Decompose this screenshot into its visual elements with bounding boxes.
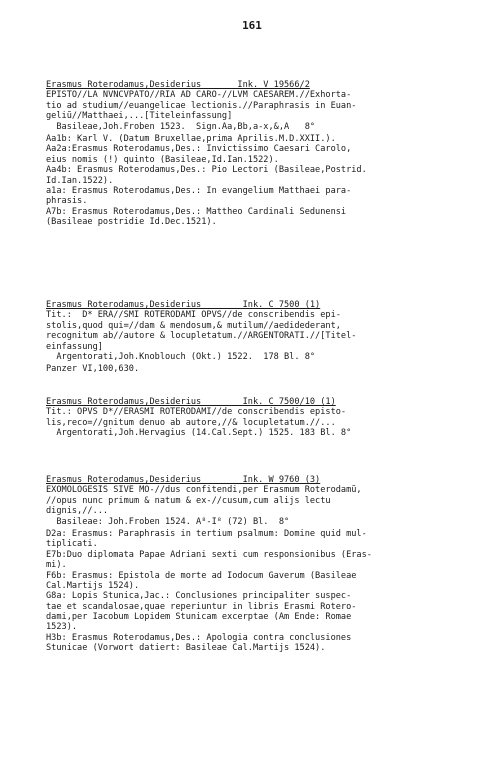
title-line: //opus nunc primum & natum & ex-//cusum,cum alijs lectu [46, 495, 331, 506]
title-line: stolis,quod qui=//dam & mendosum,& mutilum//aedidederant, [46, 320, 341, 331]
content-note-line: tae et scandalosae,quae reperiuntur in libris Erasmi Rotero- [46, 601, 357, 612]
title-line: Tit.: OPVS D*//ERASMI ROTERODAMI//de conscribendis episto- [46, 407, 347, 418]
content-note-line: mi). [46, 560, 67, 571]
content-note-line: F6b: Erasmus: Epistola de morte ad Iodocum Gaverum (Basileae [46, 570, 357, 581]
imprint-line: Argentorati,Joh.Knoblouch (Okt.) 1522. 178 Bl. 8° [46, 351, 316, 362]
catalog-entry-erasmus-exomologesis [46, 475, 476, 654]
content-note-line: (Basileae postridie Id.Dec.1521). [46, 217, 217, 228]
title-line: lis,reco=//gnitum denuo ab autore,//& locupletatum.//... [46, 417, 336, 428]
title-line: geliũ//Matthaei,...[Titeleinfassung] [46, 111, 233, 122]
title-line: EPISTO//LA NVNCVPATO//RIA AD CARO-//LVM CAESAREM.//Exhorta- [46, 90, 352, 101]
catalog-entry-erasmus-epistola-caesarem [46, 80, 476, 227]
content-note-line: A7b: Erasmus Roterodamus,Des.: Mattheo Cardinali Sedunensi [46, 206, 347, 217]
catalog-entry-erasmus-opus-conscribendis-1522 [46, 300, 476, 375]
content-note-line: G8a: Lopis Stunica,Jac.: Conclusiones principaliter suspec- [46, 591, 352, 602]
imprint-line: Basileae,Joh.Froben 1523. Sign.Aa,Bb,a-x,&,A 8° [46, 121, 316, 132]
content-note-line: E7b:Duo diplomata Papae Adriani sexti cum responsionibus (Eras- [46, 549, 372, 560]
content-note-line: Id.Ian.1522). [46, 175, 114, 186]
entry-heading-line: Erasmus Roterodamus,Desiderius Ink. C 7500/10 (1) [46, 397, 336, 407]
catalog-entry-erasmus-opus-conscribendis-1525 [46, 397, 476, 439]
title-line: einfassung] [46, 341, 103, 352]
content-note-line: Aa1b: Karl V. (Datum Bruxellae,prima Aprilis.M.D.XXII.). [46, 133, 336, 144]
content-note-line: Stunicae (Vorwort datiert: Basileae Cal.Martijs 1524). [46, 643, 326, 654]
content-note-line: Aa4b: Erasmus Roterodamus,Des.: Pio Lectori (Basileae,Postrid. [46, 165, 367, 176]
page-number: 161 [242, 19, 262, 32]
content-note-line: a1a: Erasmus Roterodamus,Des.: In evangelium Matthaei para- [46, 185, 352, 196]
entry-heading-line: Erasmus Roterodamus,Desiderius Ink. W 9760 (3) [46, 475, 321, 485]
entry-heading-line: Erasmus Roterodamus,Desiderius Ink. C 7500 (1) [46, 300, 321, 310]
content-note-line: H3b: Erasmus Roterodamus,Des.: Apologia contra conclusiones [46, 632, 352, 643]
title-line: recognitum ab//autore & locupletatum.//ARGENTORATI.//[Titel- [46, 331, 357, 342]
content-note-line: dami,per Iacobum Lopidem Stunicam excerptae (Am Ende: Romae [46, 612, 352, 623]
content-note-line: tiplicati. [46, 539, 98, 550]
title-line: EXOMOLOGESIS SIVE MO-//dus confitendi,per Erasmum Roterodamũ, [46, 485, 362, 496]
content-note-line: eius nomis (!) quinto (Basileae,Id.Ian.1522). [46, 154, 279, 165]
title-line: dignis,//... [46, 506, 109, 517]
title-line: tio ad studium//euangelicae lectionis.//Paraphrasis in Euan- [46, 100, 357, 111]
content-note-line: D2a: Erasmus: Paraphrasis in tertium psalmum: Domine quid mul- [46, 528, 367, 539]
imprint-line: Argentorati,Joh.Hervagius (14.Cal.Sept.) 1525. 183 Bl. 8° [46, 428, 352, 439]
content-note-line: phrasis. [46, 196, 88, 207]
title-line: Tit.: D* ERA//SMI ROTERODAMI OPVS//de conscribendis epi- [46, 310, 341, 321]
content-note-line: 1523). [46, 622, 78, 633]
reference-line: Panzer VI,100,630. [46, 364, 140, 375]
content-note-line: Aa2a:Erasmus Roterodamus,Des.: Invictissimo Caesari Carolo, [46, 144, 352, 155]
entry-heading-line: Erasmus Roterodamus,Desiderius Ink. V 19566/2 [46, 80, 310, 90]
imprint-line: Basileae: Joh.Froben 1524. A⁸-I⁸ (72) Bl. 8° [46, 516, 290, 527]
content-note-line: Cal.Martijs 1524). [46, 580, 140, 591]
